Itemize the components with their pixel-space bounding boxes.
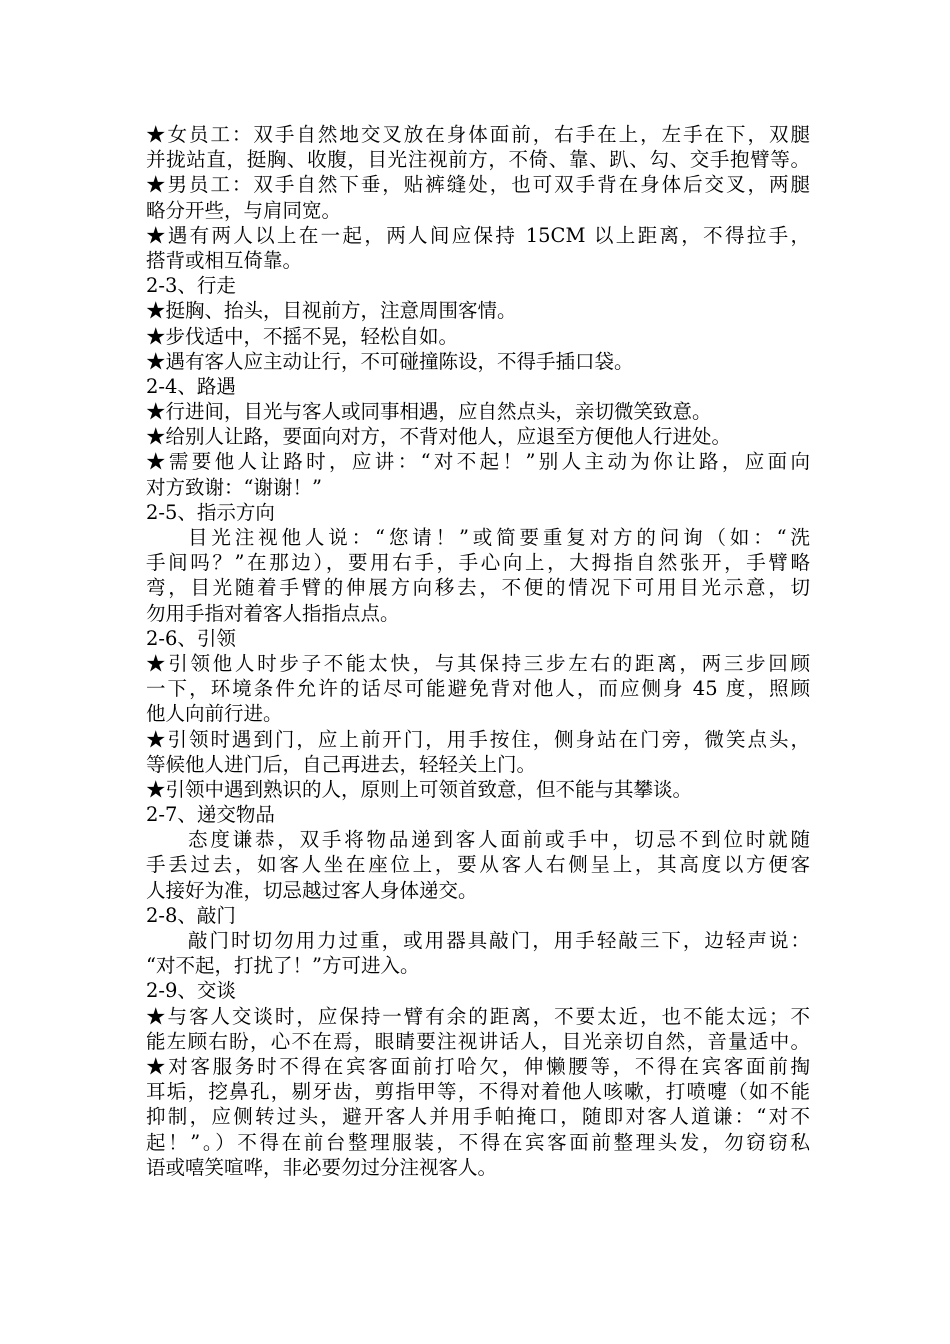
text-line: 语或嘻笑喧哗，非必要勿过分注视客人。 xyxy=(146,1155,498,1179)
text-line: ★与客人交谈时，应保持一臂有余的距离，不要太近，也不能太远；不 xyxy=(146,1004,810,1028)
text-line: ★引领时遇到门，应上前开门，用手按住，侧身站在门旁，微笑点头， xyxy=(146,727,810,751)
section-heading: 2-8、敲门 xyxy=(146,903,236,927)
text-line: ★需要他人让路时，应讲：“对不起！”别人主动为你让路，应面向 xyxy=(146,450,810,474)
text-line: 目光注视他人说：“您请！”或简要重复对方的问询（如：“洗 xyxy=(188,526,810,549)
section-heading: 2-6、引领 xyxy=(146,626,236,650)
text-line: 态度谦恭，双手将物品递到客人面前或手中，切忌不到位时就随 xyxy=(188,828,810,852)
text-line: ★给别人让路，要面向对方，不背对他人，应退至方便他人行进处。 xyxy=(146,425,732,449)
text-line: 耳垢，挖鼻孔，剔牙齿，剪指甲等，不得对着他人咳嗽，打喷嚏（如不能 xyxy=(146,1080,810,1104)
text-line: 手间吗？”在那边），要用右手，手心向上，大拇指自然张开，手臂略 xyxy=(146,551,810,575)
text-line: ★步伐适中，不摇不晃，轻松自如。 xyxy=(146,324,459,348)
text-line: ★遇有两人以上在一起，两人间应保持 15CM 以上距离，不得拉手， xyxy=(146,223,810,247)
section-heading: 2-7、递交物品 xyxy=(146,803,275,827)
section-heading: 2-4、路遇 xyxy=(146,374,236,398)
text-line: 并拢站直，挺胸、收腹，目光注视前方，不倚、靠、趴、勾、交手抱臂等。 xyxy=(146,148,810,172)
text-line: 勿用手指对着客人指指点点。 xyxy=(146,601,400,625)
text-line: 起！”。）不得在前台整理服装，不得在宾客面前整理头发，勿窃窃私 xyxy=(146,1130,810,1154)
text-line: 手丢过去，如客人坐在座位上，要从客人右侧呈上，其高度以方便客 xyxy=(146,853,810,877)
text-line: 弯，目光随着手臂的伸展方向移去，不便的情况下可用目光示意，切 xyxy=(146,576,810,600)
text-line: ★男员工：双手自然下垂，贴裤缝处，也可双手背在身体后交叉，两腿 xyxy=(146,173,810,197)
section-heading: 2-9、交谈 xyxy=(146,979,236,1003)
text-line: 人接好为准，切忌越过客人身体递交。 xyxy=(146,878,478,902)
text-line: 一下，环境条件允许的话尽可能避免背对他人，而应侧身 45 度，照顾 xyxy=(146,677,810,701)
text-line: ★引领中遇到熟识的人，原则上可领首致意，但不能与其攀谈。 xyxy=(146,777,693,801)
text-line: ★挺胸、抬头，目视前方，注意周围客情。 xyxy=(146,299,517,323)
text-line: “对不起，打扰了！”方可进入。 xyxy=(146,954,420,978)
text-line: ★女员工：双手自然地交叉放在身体面前，右手在上，左手在下，双腿 xyxy=(146,123,810,146)
text-line: 敲门时切勿用力过重，或用器具敲门，用手轻敲三下，边轻声说： xyxy=(188,929,810,952)
text-line: ★引领他人时步子不能太快，与其保持三步左右的距离，两三步回顾 xyxy=(146,651,810,675)
section-heading: 2-3、行走 xyxy=(146,274,236,298)
document-body xyxy=(146,122,810,1180)
text-line: 能左顾右盼，心不在焉，眼睛要注视讲话人，目光亲切自然，音量适中。 xyxy=(146,1029,810,1053)
text-line: 略分开些，与肩同宽。 xyxy=(146,198,342,222)
text-line: ★遇有客人应主动让行，不可碰撞陈设，不得手插口袋。 xyxy=(146,349,634,373)
text-line: 等候他人进门后，自己再进去，轻轻关上门。 xyxy=(146,752,537,776)
text-line: 对方致谢：“谢谢！” xyxy=(146,475,322,499)
text-line: ★对客服务时不得在宾客面前打哈欠，伸懒腰等，不得在宾客面前掏 xyxy=(146,1054,810,1078)
text-line: ★行进间，目光与客人或同事相遇，应自然点头，亲切微笑致意。 xyxy=(146,400,712,424)
section-heading: 2-5、指示方向 xyxy=(146,500,275,524)
text-line: 抑制，应侧转过头，避开客人并用手帕掩口，随即对客人道谦：“对不 xyxy=(146,1105,810,1129)
text-line: 他人向前行进。 xyxy=(146,702,283,726)
text-line: 搭背或相互倚靠。 xyxy=(146,248,303,272)
